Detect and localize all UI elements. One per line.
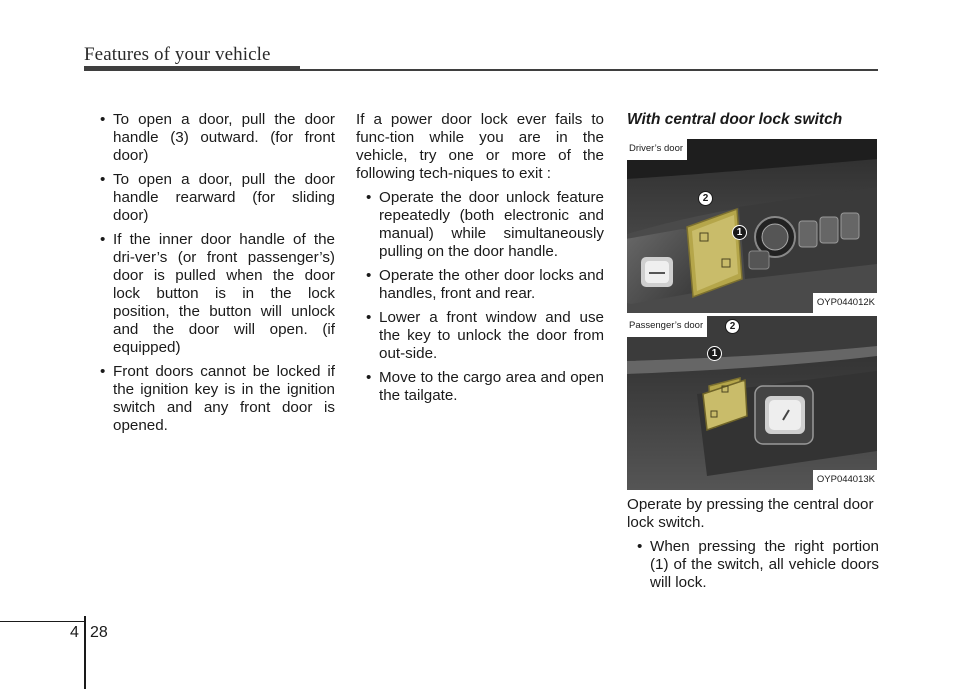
list-item: • Move to the cargo area and open the tailgate. [366,369,604,404]
bullet-icon: • [100,111,106,128]
marker-2: 2 [698,191,713,206]
bullet-icon: • [100,231,106,248]
bullet-icon: • [100,171,106,188]
footer-divider [84,616,86,689]
photo-code: OYP044012K [813,293,877,313]
list-item: • When pressing the right portion (1) of the switch, all vehicle doors will lock. [637,538,879,591]
chapter-number: 4 [70,624,79,641]
photo-label: Driver’s door [627,139,687,160]
list-item: • Lower a front window and use the key to unlock the door from out-side. [366,309,604,362]
list-item: • To open a door, pull the door handle (3) outward. (for front door) [100,111,335,164]
passenger-door-photo [627,316,877,490]
bullet-icon: • [366,369,372,386]
page-header-title: Features of your vehicle [84,44,271,65]
photo-code: OYP044013K [813,470,877,490]
passenger-door-switch-illustration [627,316,877,490]
bullet-icon: • [637,538,643,555]
list-item: • To open a door, pull the door handle rearward (for sliding door) [100,171,335,224]
intro-paragraph: If a power door lock ever fails to func-tion while you are in the vehicle, try one or more of the following tech-niques to exit : [356,111,604,182]
bullet-list [356,189,604,405]
column-right [627,111,879,598]
marker-1: 1 [732,225,747,240]
bullet-icon: • [100,363,106,380]
marker-1: 1 [707,346,722,361]
header-rule-thin [300,69,878,71]
section-title: With central door lock switch [627,111,843,128]
header-rule-thick [84,66,300,71]
column-left [90,111,335,441]
bullet-list [90,111,335,435]
marker-2: 2 [725,319,740,334]
column-middle [356,111,604,411]
photo-label: Passenger’s door [627,316,707,337]
bullet-icon: • [366,189,372,206]
bullet-icon: • [366,267,372,284]
list-item: • Operate the other door locks and handles, front and rear. [366,267,604,302]
list-item: • Operate the door unlock feature repeatedly (both electronic and manual) while simultaneously pulling on the door handle. [366,189,604,260]
bullet-icon: • [366,309,372,326]
list-item: • If the inner door handle of the dri-ver’s (or front passenger’s) door is pulled when the door lock button is in the lock position, the button will unlock and the door will open. (if equipped) [100,231,335,356]
instruction-paragraph: Operate by pressing the central door lock switch. [627,496,874,531]
driver-door-switch-illustration [627,139,877,313]
footer-rule [0,621,84,622]
driver-door-photo [627,139,877,313]
page-number: 28 [90,624,108,641]
list-item: • Front doors cannot be locked if the ignition key is in the ignition switch and any front door is opened. [100,363,335,434]
bullet-list [627,538,879,592]
